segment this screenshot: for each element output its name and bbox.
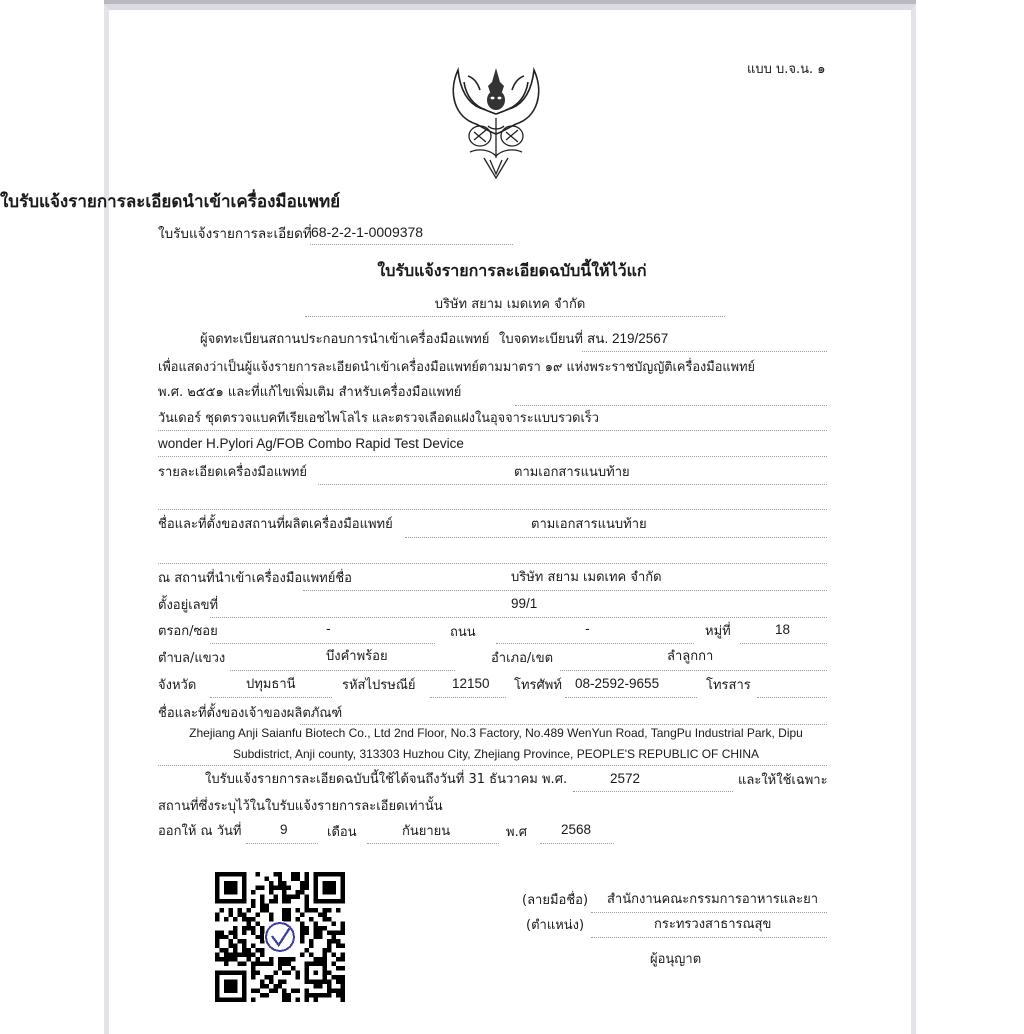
company-name: บริษัท สยาม เมดเทค จำกัด [434, 297, 586, 312]
device-name-english: wonder H.Pylori Ag/FOB Combo Rapid Test Device [158, 436, 464, 451]
device-name-thai: วันเดอร์ ชุดตรวจแบคทีเรียเอชไพโลไร และตรวจเลือดแฝงในอุจจาระแบบรวดเร็ว [158, 411, 599, 426]
issued-month: กันยายน [402, 824, 451, 839]
issued-year: 2568 [561, 822, 592, 837]
manufacturer-site-value: ตามเอกสารแนบท้าย [531, 517, 647, 532]
device-details-line-2 [158, 509, 827, 510]
device-details-value: ตามเอกสารแนบท้าย [514, 465, 630, 480]
owner-address-line-1: Zhejiang Anji Saianfu Biotech Co., Ltd 2nd Floor, No.3 Factory, No.489 WenYun Road, TangPu Industrial Park, Dipu [189, 726, 803, 740]
province-value: ปทุมธานี [246, 677, 296, 692]
fax-line [757, 697, 827, 698]
moo-value: 18 [775, 622, 791, 637]
garuda-emblem-icon [446, 62, 546, 180]
fax-label: โทรสาร [706, 678, 751, 693]
manufacturer-site-label: ชื่อและที่ตั้งของสถานที่ผลิตเครื่องมือแพทย์ [158, 517, 393, 532]
issued-to-heading: ใบรับแจ้งรายการละเอียดฉบับนี้ให้ไว้แก่ [377, 261, 647, 280]
soi-value: - [326, 622, 331, 637]
statement-line-2: พ.ศ. ๒๕๕๑ และที่แก้ไขเพิ่มเติม สำหรับเครื่องมือแพทย์ [158, 385, 462, 400]
road-line [496, 643, 694, 644]
license-no-value: สน. 219/2567 [587, 331, 669, 346]
province-label: จังหวัด [158, 678, 197, 693]
validity-year: 2572 [610, 771, 641, 786]
validity-text: ใบรับแจ้งรายการละเอียดฉบับนี้ใช้ได้จนถึงวันที่ 31 ธันวาคม พ.ศ. [205, 772, 568, 787]
road-value: - [585, 622, 590, 637]
soi-line [210, 643, 435, 644]
signature-value: สำนักงานคณะกรรมการอาหารและยา [607, 892, 819, 907]
position-line [591, 937, 827, 938]
signature-label: (ลายมือชื่อ) [522, 893, 589, 908]
import-site-name-value: บริษัท สยาม เมดเทค จำกัด [511, 570, 662, 585]
validity-year-line [573, 791, 733, 792]
fda-check-logo-icon [264, 921, 296, 953]
signature-line [591, 912, 827, 913]
position-label: (ตำแหน่ง) [526, 918, 585, 933]
import-site-name-line [303, 590, 827, 591]
position-value: กระทรวงสาธารณสุข [654, 917, 772, 932]
soi-label: ตรอก/ซอย [158, 624, 218, 639]
postal-code-value: 12150 [452, 676, 490, 691]
qr-code-icon[interactable] [215, 872, 345, 1002]
postal-code-line [430, 697, 506, 698]
phone-line [565, 697, 697, 698]
issued-month-line [367, 843, 499, 844]
district-line [560, 670, 827, 671]
manufacturer-site-line-2 [158, 563, 827, 564]
issued-day: 9 [280, 822, 288, 837]
postal-code-label: รหัสไปรษณีย์ [342, 678, 416, 693]
document-title: ใบรับแจ้งรายการละเอียดนำเข้าเครื่องมือแพทย์ [0, 192, 341, 212]
issued-date-label: ออกให้ ณ วันที่ [158, 824, 242, 839]
issued-day-line [246, 843, 318, 844]
receipt-no-value: 68-2-2-1-0009378 [311, 224, 424, 240]
phone-value: 08-2592-9655 [575, 676, 660, 691]
form-code: แบบ บ.จ.น. ๑ [747, 62, 826, 77]
district-value: ลำลูกกา [667, 649, 714, 664]
province-line [210, 697, 332, 698]
owner-label: ชื่อและที่ตั้งของเจ้าของผลิตภัณฑ์ [158, 706, 343, 721]
import-site-name-label: ณ สถานที่นำเข้าเครื่องมือแพทย์ชื่อ [158, 571, 352, 586]
manufacturer-site-line [405, 537, 827, 538]
address-number-line [210, 617, 827, 618]
subdistrict-line [230, 670, 455, 671]
validity-suffix: และให้ใช้เฉพาะ [738, 773, 828, 788]
approver-role: ผู้อนุญาต [650, 952, 702, 967]
device-name-english-line [158, 456, 827, 457]
company-name-line [305, 316, 725, 317]
issued-month-label: เดือน [327, 825, 357, 840]
subdistrict-label: ตำบล/แขวง [158, 651, 226, 666]
owner-address-line-2: Subdistrict, Anji county, 313303 Huzhou City, Zhejiang Province, PEOPLE'S REPUBLIC OF CHINA [232, 747, 760, 761]
statement-line-1: เพื่อแสดงว่าเป็นผู้แจ้งรายการละเอียดนำเข้าเครื่องมือแพทย์ตามมาตรา ๑๙ แห่งพระราชบัญญัติเครื่องมือแพทย์ [158, 360, 756, 375]
moo-label: หมู่ที่ [705, 624, 731, 639]
district-label: อำเภอ/เขต [491, 651, 554, 666]
license-no-label: ใบจดทะเบียนที่ [499, 332, 583, 347]
address-number-label: ตั้งอยู่เลขที่ [158, 598, 219, 613]
road-label: ถนน [450, 625, 476, 640]
phone-label: โทรศัพท์ [514, 678, 562, 693]
device-name-thai-line [158, 430, 827, 431]
issued-year-label: พ.ศ [506, 825, 527, 840]
device-details-label: รายละเอียดเครื่องมือแพทย์ [158, 465, 307, 480]
statement-line-2-rule [515, 405, 827, 406]
address-number-value: 99/1 [511, 596, 538, 611]
validity-line-2: สถานที่ซึ่งระบุไว้ในใบรับแจ้งรายการละเอียดเท่านั้น [158, 799, 443, 814]
moo-line [740, 643, 827, 644]
licensee-label: ผู้จดทะเบียนสถานประกอบการนำเข้าเครื่องมือแพทย์ [200, 332, 490, 347]
receipt-no-line [310, 244, 513, 245]
receipt-no-label: ใบรับแจ้งรายการละเอียดที่ [158, 226, 312, 242]
issued-year-line [540, 843, 614, 844]
owner-address-line [158, 765, 827, 766]
device-details-line [318, 484, 827, 485]
subdistrict-value: บึงคำพร้อย [326, 649, 388, 664]
license-no-line [582, 351, 827, 352]
